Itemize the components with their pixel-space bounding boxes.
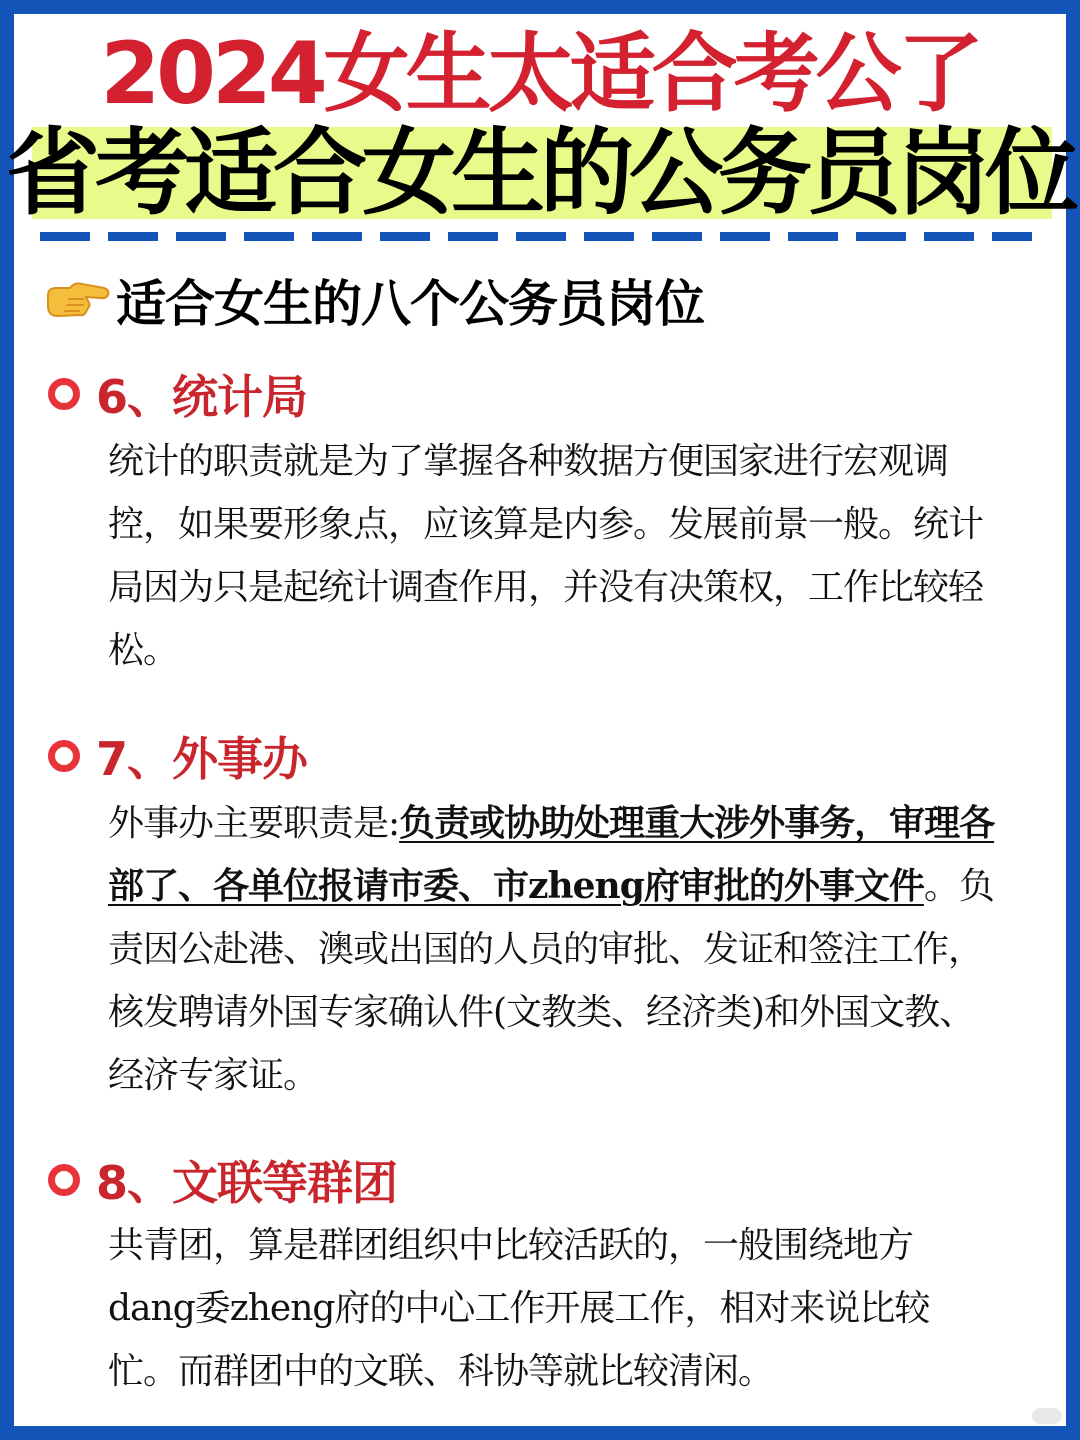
section-6-heading [48,364,307,424]
section-7-body [108,792,998,1107]
red-circle-icon [48,740,80,772]
page-title: 2024女生太适合考公了 [100,24,980,124]
section-7-body-rest: 。负责因公赴港、澳或出国的人员的审批、发证和签注工作，核发聘请外国专家确认件(文教类、经济类)和外国文教、经济专家证。 [108,866,994,1096]
red-circle-icon [48,378,80,410]
watermark [1032,1408,1062,1424]
section-7-heading [48,726,307,786]
section-8-body: 共青团，算是群团组织中比较活跃的，一般围绕地方dang委zheng府的中心工作开展工作，相对来说比较忙。而群团中的文联、科协等就比较清闲。 [108,1225,930,1392]
section-7-body-prefix: 外事办主要职责是: [108,803,400,844]
section-6-title: 6、统计局 [96,370,308,424]
section-7-title: 7、外事办 [96,732,308,786]
dashed-divider [40,232,1032,241]
section-8-title: 8、文联等群团 [96,1156,398,1210]
section-6-body: 统计的职责就是为了掌握各种数据方便国家进行宏观调控，如果要形象点，应该算是内参。发展前景一般。统计局因为只是起统计调查作用，并没有决策权，工作比较轻松。 [108,441,984,671]
red-circle-icon [48,1164,80,1196]
page-subtitle: 省考适合女生的公务员岗位 [5,119,1074,228]
section-8-heading [48,1150,397,1210]
intro-heading [44,268,704,332]
pointing-hand-icon [44,278,110,322]
intro-text: 适合女生的八个公务员岗位 [116,275,704,333]
section-7-body-highlight: 负责或协助处理重大涉外事务，审理各部了、各单位报请市委、市zheng府审批的外事文件 [108,802,995,907]
